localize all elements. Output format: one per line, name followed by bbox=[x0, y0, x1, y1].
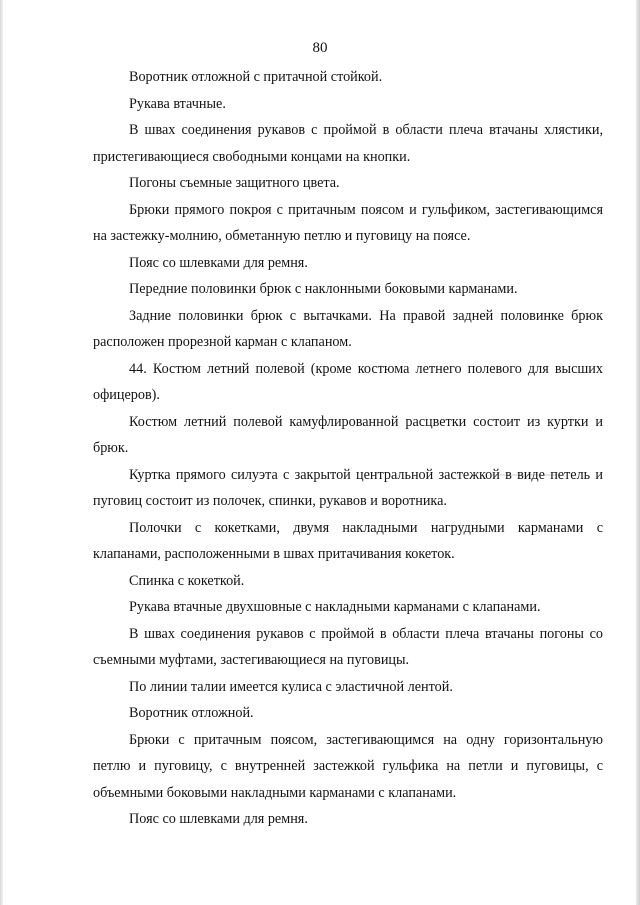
paragraph-summer-trousers: Брюки с притачным поясом, застегивающимся на одну горизонтальную петлю и пуговицу, с внутренней застежкой гульфика на петли и пуговицы, с объемными боковыми накладными карманами с клапанами. bbox=[93, 731, 603, 801]
paragraph-sleeve-seams-tabs: В швах соединения рукавов с проймой в области плеча втачаны хлястики, пристегивающиеся свободными концами на кнопки. bbox=[93, 122, 603, 165]
paragraph-belt-loops: Пояс со шлевками для ремня. bbox=[129, 254, 308, 271]
document-body bbox=[93, 64, 603, 833]
paragraph-suit-composition: Костюм летний полевой камуфлированной расцветки состоит из куртки и брюк. bbox=[93, 413, 603, 456]
paragraph-back-halves: Задние половинки брюк с вытачками. На правой задней половинке брюк расположен прорезной карман с клапаном. bbox=[93, 307, 603, 350]
paragraph-jacket-sleeves: Рукава втачные двухшовные с накладными карманами с клапанами. bbox=[129, 599, 541, 615]
paragraph-front-panels: Полочки с кокетками, двумя накладными нагрудными карманами с клапанами, расположенными в швах притачивания кокеток. bbox=[93, 519, 603, 562]
paragraph-front-halves: Передние половинки брюк с наклонными боковыми карманами. bbox=[129, 281, 518, 297]
paragraph-jacket-collar: Воротник отложной. bbox=[129, 705, 254, 721]
paragraph-back-yoke: Спинка с кокеткой. bbox=[129, 572, 245, 589]
paragraph-trousers: Брюки прямого покроя с притачным поясом и гульфиком, застегивающимся на застежку-молнию, обметанную петлю и пуговицу на поясе. bbox=[93, 201, 603, 244]
paragraph-jacket-shoulder-straps: В швах соединения рукавов с проймой в области плеча втачаны погоны со съемными муфтами, застегивающиеся на пуговицы. bbox=[93, 625, 603, 668]
page-number: 80 bbox=[312, 40, 328, 56]
paragraph-item-44-heading: 44. Костюм летний полевой (кроме костюма летнего полевого для высших офицеров). bbox=[93, 360, 603, 403]
scan-right-edge bbox=[636, 0, 640, 905]
paragraph-jacket: Куртка прямого силуэта с закрытой центральной застежкой в виде петель и пуговиц состоит из полочек, спинки, рукавов и воротника. bbox=[93, 466, 603, 509]
paragraph-shoulder-straps: Погоны съемные защитного цвета. bbox=[129, 175, 340, 191]
paragraph-collar: Воротник отложной с притачной стойкой. bbox=[129, 69, 383, 85]
scan-left-edge bbox=[0, 0, 3, 905]
paragraph-waist-drawstring: По линии талии имеется кулиса с эластичной лентой. bbox=[129, 678, 453, 695]
paragraph-sleeves: Рукава втачные. bbox=[129, 95, 226, 112]
paragraph-summer-belt-loops: Пояс со шлевками для ремня. bbox=[129, 811, 308, 827]
